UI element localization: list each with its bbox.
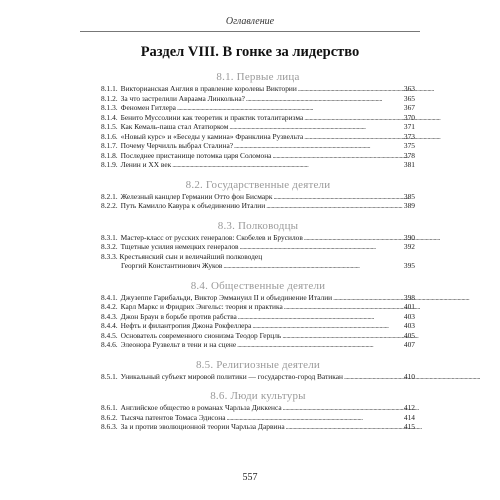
entry-line <box>101 261 415 271</box>
section-gap <box>101 211 415 219</box>
toc-entry <box>101 302 415 312</box>
entry-title: Последнее пристанище потомка царя Соломона <box>120 150 272 160</box>
entry-page: 401 <box>403 302 415 311</box>
dot-leader <box>273 192 402 202</box>
entry-page: 389 <box>403 201 415 210</box>
entry-number: 8.4.1. <box>101 292 118 302</box>
toc-entry <box>101 122 415 132</box>
toc-entry <box>101 233 415 243</box>
dot-leader <box>304 132 403 142</box>
dot-leader <box>283 403 403 413</box>
entry-title: Почему Черчилль выбрал Сталина? <box>120 141 234 150</box>
entry-page: 412 <box>403 403 415 412</box>
entry-page: 375 <box>403 141 415 150</box>
section-heading: 8.2. Государственные деятели <box>185 178 331 191</box>
dot-leader <box>284 302 403 312</box>
section-gap <box>101 170 415 178</box>
entry-page: 390 <box>403 232 415 242</box>
toc-entry <box>101 403 415 413</box>
entry-number: 8.1.3. <box>101 103 118 112</box>
dot-leader <box>282 331 403 341</box>
toc-entry <box>101 94 415 104</box>
entry-number: 8.1.2. <box>101 93 118 103</box>
entry-title: «Новый курс» и «Беседы у камина» Франклина Рузвельта <box>120 131 304 141</box>
entry-page: 378 <box>403 150 415 160</box>
entry-title: Феномен Гитлера <box>120 103 176 112</box>
header-rule <box>80 31 420 32</box>
entry-page: 367 <box>403 103 415 112</box>
section-heading: 8.5. Религиозные деятели <box>195 358 321 371</box>
entry-number: 8.3.3. <box>101 251 118 261</box>
section-heading: 8.4. Общественные деятели <box>190 279 326 292</box>
entry-page: 373 <box>403 131 415 141</box>
entry-page: 381 <box>403 160 415 169</box>
entry-number: 8.4.3. <box>101 311 118 321</box>
entry-title: Тщетные усилия немецких генералов <box>120 242 239 251</box>
dot-leader <box>246 94 403 104</box>
toc-entry <box>101 422 415 432</box>
entry-title: За и против эволюционной теории Чарльза Дарвина <box>120 422 285 431</box>
toc-entry <box>101 293 415 303</box>
section-heading: 8.6. Люди культуры <box>210 390 306 402</box>
entry-title: Как Кемаль-паша стал Ататюрком <box>120 122 229 131</box>
section-gap <box>101 271 415 279</box>
entry-number: 8.1.4. <box>101 112 118 122</box>
entry-title: Английское общество в романах Чарльза Диккенса <box>120 403 282 412</box>
toc-entry <box>101 321 415 331</box>
entry-title: Уникальный субъект мировой политики — государство-город Ватикан <box>120 371 343 381</box>
dot-leader <box>304 113 403 123</box>
dot-leader <box>177 103 403 113</box>
dot-leader <box>172 160 403 170</box>
entry-number: 8.1.5. <box>101 122 118 131</box>
entry-page: 403 <box>403 321 415 330</box>
entry-number: 8.1.8. <box>101 150 118 160</box>
entry-number: 8.4.2. <box>101 302 118 311</box>
entry-page: 407 <box>403 340 415 349</box>
dot-leader <box>272 151 402 161</box>
entry-number: 8.2.1. <box>101 191 118 201</box>
section-gap <box>101 350 415 358</box>
dot-leader <box>223 261 402 271</box>
entry-title: Викторианская Англия в правление королевы Виктории <box>120 84 297 93</box>
dot-leader <box>237 340 403 350</box>
entry-number: 8.3.1. <box>101 232 118 242</box>
dot-leader <box>238 312 403 322</box>
entry-number: 8.3.2. <box>101 242 118 251</box>
entry-title: За что застрелили Авраама Линкольна? <box>120 93 245 103</box>
toc-entry <box>101 372 415 382</box>
toc-entry <box>101 113 415 123</box>
toc-entry <box>101 252 415 271</box>
entry-number: 8.1.7. <box>101 141 118 150</box>
entry-page: 392 <box>403 242 415 251</box>
entry-page: 403 <box>403 311 415 321</box>
toc-entry <box>101 103 415 113</box>
dot-leader <box>344 372 403 382</box>
entry-title: Джон Браун в борьбе против рабства <box>120 311 237 321</box>
entry-title: Тысяча патентов Томаса Эдисона <box>120 412 226 422</box>
entry-number: 8.1.1. <box>101 84 118 93</box>
entry-number: 8.2.2. <box>101 201 118 210</box>
entry-page: 385 <box>403 191 415 201</box>
dot-leader <box>298 84 403 94</box>
entry-page: 365 <box>403 93 415 103</box>
dot-leader <box>234 141 403 151</box>
entry-title: Элеонора Рузвельт в тени и на сцене <box>120 340 237 349</box>
entry-title: Бенито Муссолини как теоретик и практик тоталитаризма <box>120 112 304 122</box>
dot-leader <box>333 293 403 303</box>
section-heading: 8.3. Полководцы <box>217 219 299 232</box>
section-gap <box>101 381 415 389</box>
dot-leader <box>286 422 403 432</box>
dot-leader <box>240 242 403 252</box>
entry-page: 415 <box>403 422 415 431</box>
page-number: 557 <box>242 472 258 483</box>
entry-title: Основатель современного сионизма Теодор Герцль <box>120 330 282 340</box>
entry-number: 8.4.6. <box>101 340 118 349</box>
dot-leader <box>266 201 403 211</box>
toc-entry <box>101 192 415 202</box>
part-title: Раздел VIII. В гонке за лидерство <box>140 44 360 60</box>
entry-number: 8.5.1. <box>101 371 118 381</box>
toc-entry <box>101 132 415 142</box>
entry-number: 8.4.5. <box>101 330 118 340</box>
table-of-contents <box>101 70 415 432</box>
entry-title: Нефть и филантропия Джона Рокфеллера <box>120 321 252 330</box>
entry-number: 8.6.1. <box>101 403 118 412</box>
toc-entry <box>101 141 415 151</box>
entry-page: 405 <box>403 330 415 340</box>
running-head: Оглавление <box>225 16 275 27</box>
entry-title-continued: Георгий Константинович Жуков <box>121 261 223 270</box>
entry-number: 8.1.9. <box>101 160 118 169</box>
dot-leader <box>229 122 402 132</box>
entry-title: Крестьянский сын и величайший полководец <box>119 251 263 261</box>
entry-page: 371 <box>403 122 415 131</box>
entry-page: 370 <box>403 112 415 122</box>
toc-entry <box>101 160 415 170</box>
toc-entry <box>101 312 415 322</box>
entry-number: 8.6.3. <box>101 422 118 431</box>
entry-line <box>101 252 415 262</box>
entry-page: 398 <box>403 292 415 302</box>
toc-entry <box>101 413 415 423</box>
toc-entry <box>101 242 415 252</box>
entry-title: Джузеппе Гарибальди, Виктор Эммануил II и объединение Италии <box>120 292 333 302</box>
toc-entry <box>101 84 415 94</box>
entry-number: 8.6.2. <box>101 412 118 422</box>
entry-page: 414 <box>403 412 415 422</box>
dot-leader <box>252 321 403 331</box>
entry-page: 363 <box>403 84 415 93</box>
entry-title: Карл Маркс и Фридрих Энгельс: теория и практика <box>120 302 283 311</box>
dot-leader <box>304 233 403 243</box>
entry-number: 8.4.4. <box>101 321 118 330</box>
entry-title: Путь Камилло Кавура к объединению Италии <box>120 201 266 210</box>
toc-entry <box>101 151 415 161</box>
dot-leader <box>227 413 403 423</box>
entry-page: 395 <box>403 261 415 270</box>
toc-entry <box>101 340 415 350</box>
entry-page: 410 <box>403 371 415 381</box>
section-heading: 8.1. Первые лица <box>216 71 300 83</box>
entry-title: Железный канцлер Германии Отто фон Бисмарк <box>120 191 273 201</box>
toc-entry <box>101 201 415 211</box>
toc-entry <box>101 331 415 341</box>
entry-title: Ленин и XX век <box>120 160 172 169</box>
entry-number: 8.1.6. <box>101 131 118 141</box>
entry-title: Мастер-класс от русских генералов: Скобелев и Брусилов <box>120 232 303 242</box>
